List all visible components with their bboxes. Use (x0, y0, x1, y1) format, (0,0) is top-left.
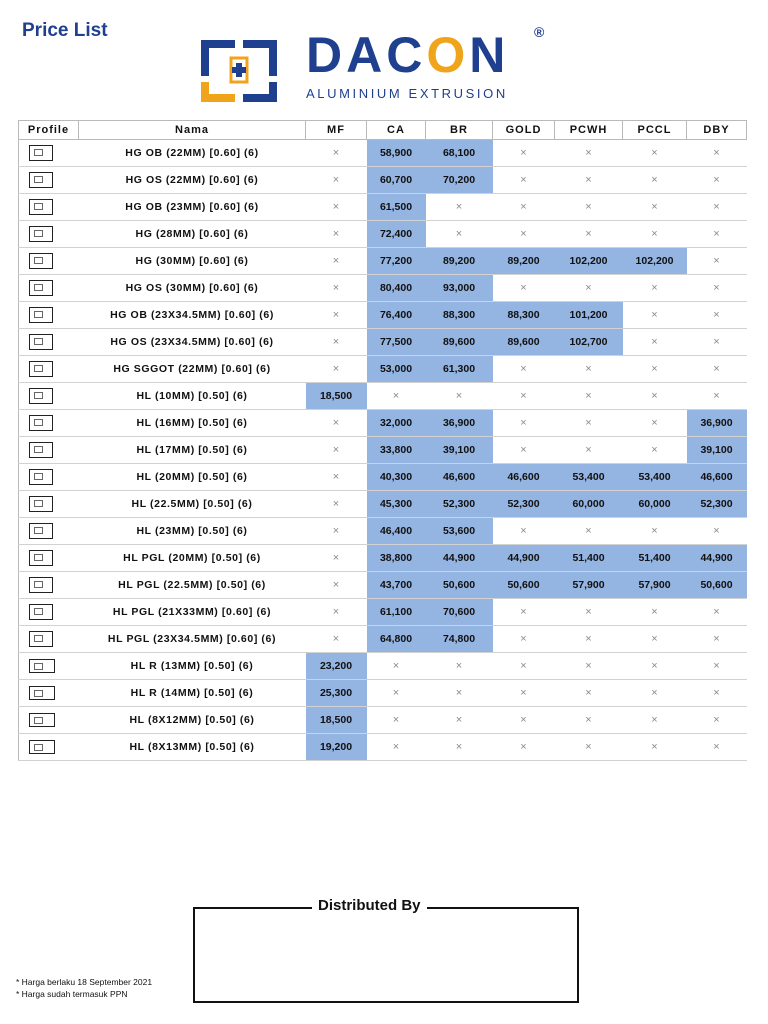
product-name: HG (30MM) [0.60] (6) (79, 248, 306, 275)
table-row (19, 518, 747, 545)
profile-cell (19, 599, 79, 626)
price-unavailable: × (426, 680, 493, 707)
price-unavailable: × (555, 734, 623, 761)
product-name: HG OB (23X34.5MM) [0.60] (6) (79, 302, 306, 329)
table-row (19, 167, 747, 194)
price-unavailable: × (623, 707, 687, 734)
price-unavailable: × (623, 194, 687, 221)
price-cell: 89,600 (426, 329, 493, 356)
price-unavailable: × (623, 626, 687, 653)
profile-cell (19, 302, 79, 329)
price-unavailable: × (555, 275, 623, 302)
profile-shape-icon (29, 415, 53, 431)
price-unavailable: × (493, 626, 555, 653)
price-cell: 50,600 (426, 572, 493, 599)
price-unavailable: × (306, 221, 367, 248)
profile-cell (19, 572, 79, 599)
price-unavailable: × (493, 140, 555, 167)
price-cell: 44,900 (426, 545, 493, 572)
price-cell: 60,000 (623, 491, 687, 518)
price-unavailable: × (306, 410, 367, 437)
profile-cell (19, 140, 79, 167)
distributor-label: Distributed By (312, 897, 427, 914)
product-name: HL PGL (22.5MM) [0.50] (6) (79, 572, 306, 599)
price-unavailable: × (623, 653, 687, 680)
price-cell: 19,200 (306, 734, 367, 761)
price-unavailable: × (306, 599, 367, 626)
price-cell: 72,400 (367, 221, 426, 248)
product-name: HG OB (22MM) [0.60] (6) (79, 140, 306, 167)
price-unavailable: × (306, 167, 367, 194)
price-cell: 40,300 (367, 464, 426, 491)
price-unavailable: × (493, 383, 555, 410)
column-header: DBY (687, 121, 747, 140)
table-row (19, 599, 747, 626)
price-cell: 44,900 (493, 545, 555, 572)
price-cell: 53,000 (367, 356, 426, 383)
price-unavailable: × (555, 707, 623, 734)
footnote: * Harga sudah termasuk PPN (16, 989, 128, 999)
price-table (18, 120, 747, 761)
column-header: CA (367, 121, 426, 140)
price-unavailable: × (687, 194, 747, 221)
price-unavailable: × (555, 653, 623, 680)
price-cell: 61,100 (367, 599, 426, 626)
price-cell: 51,400 (623, 545, 687, 572)
product-name: HL R (14MM) [0.50] (6) (79, 680, 306, 707)
price-unavailable: × (623, 356, 687, 383)
price-unavailable: × (687, 221, 747, 248)
distributor-box (193, 907, 579, 1003)
price-cell: 51,400 (555, 545, 623, 572)
product-name: HG OS (23X34.5MM) [0.60] (6) (79, 329, 306, 356)
price-cell: 45,300 (367, 491, 426, 518)
price-cell: 39,100 (426, 437, 493, 464)
product-name: HL (23MM) [0.50] (6) (79, 518, 306, 545)
price-unavailable: × (367, 707, 426, 734)
price-cell: 46,600 (687, 464, 747, 491)
price-cell: 50,600 (493, 572, 555, 599)
profile-shape-icon (29, 334, 53, 350)
profile-cell (19, 626, 79, 653)
profile-shape-icon (29, 659, 55, 673)
product-name: HG SGGOT (22MM) [0.60] (6) (79, 356, 306, 383)
profile-cell (19, 410, 79, 437)
price-unavailable: × (493, 518, 555, 545)
profile-cell (19, 167, 79, 194)
profile-shape-icon (29, 361, 53, 377)
price-unavailable: × (555, 518, 623, 545)
price-cell: 89,600 (493, 329, 555, 356)
price-unavailable: × (367, 734, 426, 761)
price-unavailable: × (687, 275, 747, 302)
price-unavailable: × (555, 356, 623, 383)
profile-cell (19, 545, 79, 572)
price-unavailable: × (426, 383, 493, 410)
product-name: HG OB (23MM) [0.60] (6) (79, 194, 306, 221)
price-unavailable: × (426, 734, 493, 761)
table-row (19, 356, 747, 383)
product-name: HG OS (22MM) [0.60] (6) (79, 167, 306, 194)
product-name: HL (8X12MM) [0.50] (6) (79, 707, 306, 734)
price-cell: 23,200 (306, 653, 367, 680)
price-unavailable: × (493, 680, 555, 707)
profile-cell (19, 464, 79, 491)
price-unavailable: × (687, 167, 747, 194)
product-name: HL (22.5MM) [0.50] (6) (79, 491, 306, 518)
price-cell: 32,000 (367, 410, 426, 437)
profile-shape-icon (29, 604, 53, 620)
footnotes (16, 976, 152, 1000)
profile-shape-icon (29, 145, 53, 161)
profile-shape-icon (29, 686, 55, 700)
price-cell: 61,300 (426, 356, 493, 383)
column-header: PCWH (555, 121, 623, 140)
price-cell: 46,600 (426, 464, 493, 491)
profile-cell (19, 653, 79, 680)
table-row (19, 194, 747, 221)
product-name: HG (28MM) [0.60] (6) (79, 221, 306, 248)
brand-name: DACON (306, 27, 510, 83)
price-unavailable: × (367, 680, 426, 707)
table-row (19, 140, 747, 167)
dacon-logo-icon (197, 36, 281, 106)
profile-shape-icon (29, 442, 53, 458)
price-unavailable: × (623, 437, 687, 464)
price-cell: 61,500 (367, 194, 426, 221)
price-unavailable: × (687, 248, 747, 275)
price-unavailable: × (555, 194, 623, 221)
profile-cell (19, 437, 79, 464)
price-unavailable: × (687, 653, 747, 680)
price-unavailable: × (555, 140, 623, 167)
price-unavailable: × (623, 383, 687, 410)
price-unavailable: × (555, 437, 623, 464)
price-cell: 38,800 (367, 545, 426, 572)
price-unavailable: × (687, 626, 747, 653)
price-unavailable: × (306, 248, 367, 275)
table-row (19, 626, 747, 653)
price-cell: 76,400 (367, 302, 426, 329)
price-unavailable: × (493, 356, 555, 383)
page-title: Price List (22, 20, 108, 41)
price-cell: 88,300 (426, 302, 493, 329)
price-cell: 52,300 (687, 491, 747, 518)
product-name: HL (16MM) [0.50] (6) (79, 410, 306, 437)
price-unavailable: × (306, 545, 367, 572)
price-unavailable: × (493, 221, 555, 248)
profile-shape-icon (29, 631, 53, 647)
price-cell: 25,300 (306, 680, 367, 707)
profile-cell (19, 194, 79, 221)
profile-cell (19, 383, 79, 410)
price-unavailable: × (306, 194, 367, 221)
product-name: HG OS (30MM) [0.60] (6) (79, 275, 306, 302)
column-header: MF (306, 121, 367, 140)
price-unavailable: × (426, 653, 493, 680)
price-unavailable: × (493, 194, 555, 221)
profile-cell (19, 329, 79, 356)
price-unavailable: × (555, 410, 623, 437)
profile-cell (19, 491, 79, 518)
table-header-row (19, 121, 747, 140)
table-row (19, 221, 747, 248)
price-cell: 60,000 (555, 491, 623, 518)
profile-cell (19, 680, 79, 707)
price-cell: 53,400 (555, 464, 623, 491)
profile-shape-icon (29, 496, 53, 512)
price-cell: 46,400 (367, 518, 426, 545)
price-unavailable: × (493, 437, 555, 464)
table-row (19, 545, 747, 572)
price-cell: 53,600 (426, 518, 493, 545)
brand-tagline: ALUMINIUM EXTRUSION (306, 86, 508, 101)
price-unavailable: × (623, 518, 687, 545)
price-cell: 70,600 (426, 599, 493, 626)
product-name: HL PGL (23X34.5MM) [0.60] (6) (79, 626, 306, 653)
table-row (19, 302, 747, 329)
price-cell: 39,100 (687, 437, 747, 464)
price-unavailable: × (687, 734, 747, 761)
price-unavailable: × (555, 383, 623, 410)
price-unavailable: × (687, 302, 747, 329)
price-cell: 102,700 (555, 329, 623, 356)
price-unavailable: × (623, 410, 687, 437)
column-header: BR (426, 121, 493, 140)
profile-shape-icon (29, 550, 53, 566)
price-unavailable: × (623, 734, 687, 761)
price-unavailable: × (623, 140, 687, 167)
profile-shape-icon (29, 469, 53, 485)
price-unavailable: × (687, 680, 747, 707)
profile-shape-icon (29, 577, 53, 593)
price-cell: 57,900 (555, 572, 623, 599)
profile-shape-icon (29, 280, 53, 296)
price-unavailable: × (493, 275, 555, 302)
profile-cell (19, 221, 79, 248)
price-unavailable: × (555, 626, 623, 653)
price-unavailable: × (623, 221, 687, 248)
footnote: * Harga berlaku 18 September 2021 (16, 977, 153, 987)
table-row (19, 248, 747, 275)
price-unavailable: × (687, 356, 747, 383)
price-cell: 64,800 (367, 626, 426, 653)
price-cell: 102,200 (623, 248, 687, 275)
price-unavailable: × (426, 221, 493, 248)
price-unavailable: × (555, 680, 623, 707)
table-row (19, 464, 747, 491)
price-unavailable: × (306, 437, 367, 464)
price-unavailable: × (306, 302, 367, 329)
price-cell: 89,200 (493, 248, 555, 275)
price-unavailable: × (426, 707, 493, 734)
profile-shape-icon (29, 713, 55, 727)
price-cell: 89,200 (426, 248, 493, 275)
table-row (19, 707, 747, 734)
price-unavailable: × (623, 302, 687, 329)
price-unavailable: × (306, 329, 367, 356)
column-header: Profile (19, 121, 79, 140)
profile-cell (19, 275, 79, 302)
price-unavailable: × (687, 599, 747, 626)
price-cell: 18,500 (306, 383, 367, 410)
price-unavailable: × (306, 464, 367, 491)
price-unavailable: × (306, 491, 367, 518)
profile-cell (19, 248, 79, 275)
profile-shape-icon (29, 253, 53, 269)
price-cell: 53,400 (623, 464, 687, 491)
profile-shape-icon (29, 307, 53, 323)
price-unavailable: × (687, 707, 747, 734)
product-name: HL (10MM) [0.50] (6) (79, 383, 306, 410)
price-cell: 46,600 (493, 464, 555, 491)
price-cell: 43,700 (367, 572, 426, 599)
price-cell: 33,800 (367, 437, 426, 464)
price-unavailable: × (623, 599, 687, 626)
price-unavailable: × (687, 329, 747, 356)
table-row (19, 734, 747, 761)
price-cell: 93,000 (426, 275, 493, 302)
price-cell: 60,700 (367, 167, 426, 194)
profile-shape-icon (29, 172, 53, 188)
price-unavailable: × (306, 518, 367, 545)
price-unavailable: × (306, 275, 367, 302)
table-row (19, 437, 747, 464)
price-unavailable: × (493, 734, 555, 761)
price-unavailable: × (493, 410, 555, 437)
column-header: Nama (79, 121, 306, 140)
price-unavailable: × (493, 599, 555, 626)
price-cell: 52,300 (426, 491, 493, 518)
price-unavailable: × (367, 383, 426, 410)
price-unavailable: × (367, 653, 426, 680)
price-unavailable: × (687, 518, 747, 545)
price-cell: 70,200 (426, 167, 493, 194)
price-cell: 44,900 (687, 545, 747, 572)
profile-cell (19, 518, 79, 545)
column-header: PCCL (623, 121, 687, 140)
table-row (19, 410, 747, 437)
table-row (19, 383, 747, 410)
price-unavailable: × (623, 680, 687, 707)
price-cell: 50,600 (687, 572, 747, 599)
table-row (19, 275, 747, 302)
profile-shape-icon (29, 199, 53, 215)
price-unavailable: × (623, 167, 687, 194)
price-cell: 36,900 (426, 410, 493, 437)
price-cell: 88,300 (493, 302, 555, 329)
price-unavailable: × (623, 329, 687, 356)
table-row (19, 572, 747, 599)
price-unavailable: × (623, 275, 687, 302)
product-name: HL PGL (21X33MM) [0.60] (6) (79, 599, 306, 626)
price-cell: 68,100 (426, 140, 493, 167)
profile-shape-icon (29, 523, 53, 539)
price-unavailable: × (555, 599, 623, 626)
profile-shape-icon (29, 740, 55, 754)
column-header: GOLD (493, 121, 555, 140)
profile-shape-icon (29, 388, 53, 404)
price-cell: 36,900 (687, 410, 747, 437)
profile-cell (19, 356, 79, 383)
product-name: HL (8X13MM) [0.50] (6) (79, 734, 306, 761)
price-cell: 102,200 (555, 248, 623, 275)
product-name: HL (17MM) [0.50] (6) (79, 437, 306, 464)
table-row (19, 329, 747, 356)
product-name: HL PGL (20MM) [0.50] (6) (79, 545, 306, 572)
price-cell: 52,300 (493, 491, 555, 518)
price-cell: 57,900 (623, 572, 687, 599)
price-unavailable: × (306, 626, 367, 653)
product-name: HL (20MM) [0.50] (6) (79, 464, 306, 491)
price-cell: 101,200 (555, 302, 623, 329)
price-unavailable: × (493, 167, 555, 194)
price-unavailable: × (493, 653, 555, 680)
profile-cell (19, 734, 79, 761)
price-cell: 18,500 (306, 707, 367, 734)
price-unavailable: × (555, 167, 623, 194)
price-unavailable: × (687, 383, 747, 410)
product-name: HL R (13MM) [0.50] (6) (79, 653, 306, 680)
profile-shape-icon (29, 226, 53, 242)
price-unavailable: × (306, 356, 367, 383)
table-row (19, 653, 747, 680)
price-cell: 58,900 (367, 140, 426, 167)
price-unavailable: × (555, 221, 623, 248)
price-cell: 80,400 (367, 275, 426, 302)
price-unavailable: × (687, 140, 747, 167)
price-unavailable: × (306, 140, 367, 167)
registered-mark: ® (534, 24, 545, 40)
table-row (19, 491, 747, 518)
price-cell: 74,800 (426, 626, 493, 653)
price-cell: 77,200 (367, 248, 426, 275)
price-cell: 77,500 (367, 329, 426, 356)
table-row (19, 680, 747, 707)
price-unavailable: × (306, 572, 367, 599)
price-unavailable: × (493, 707, 555, 734)
profile-cell (19, 707, 79, 734)
price-unavailable: × (426, 194, 493, 221)
